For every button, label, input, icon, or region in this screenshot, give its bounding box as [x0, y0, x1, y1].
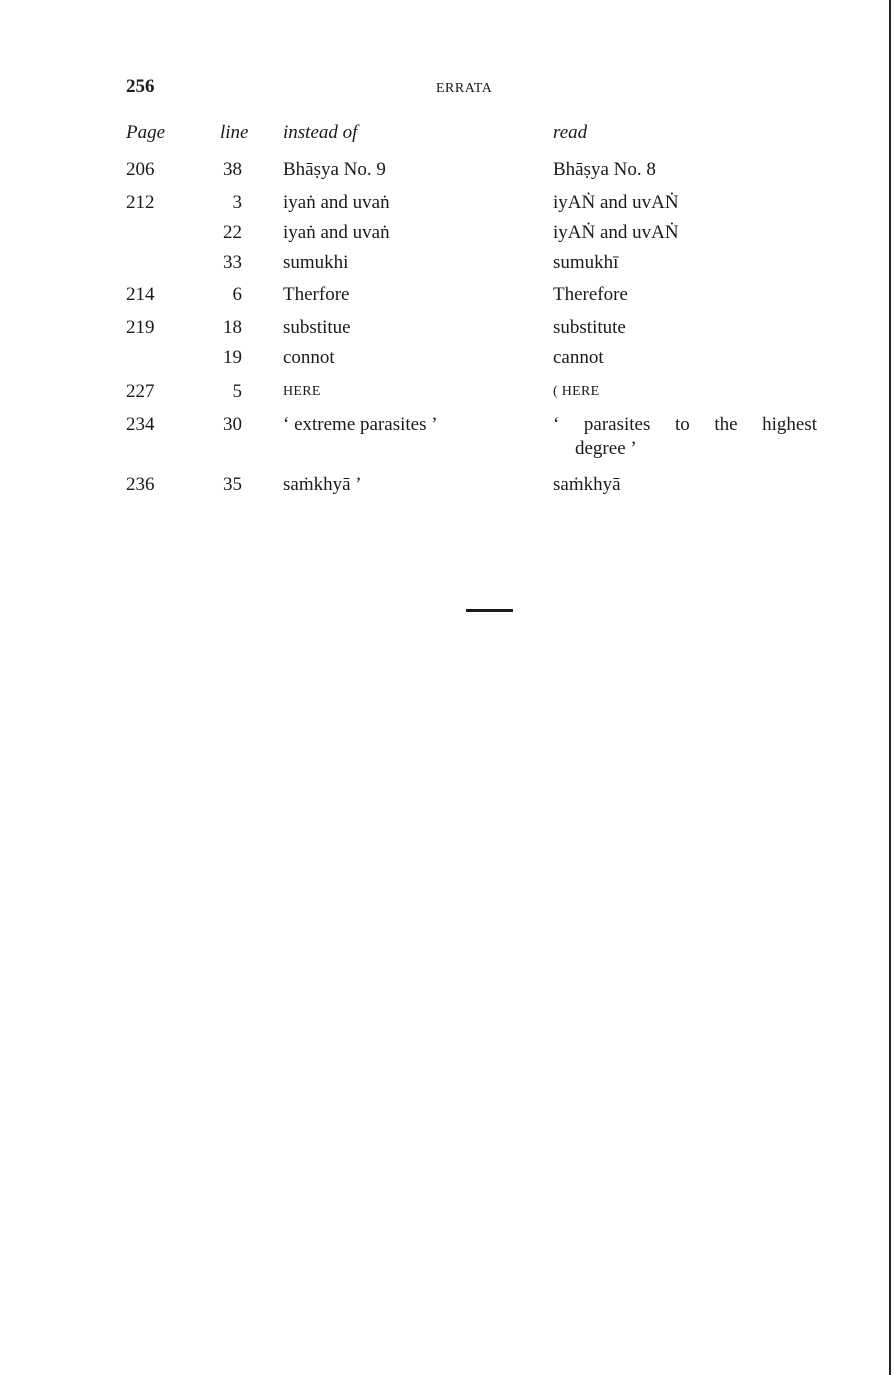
row-instead-of: iyaṅ and uvaṅ [283, 222, 390, 243]
row-line: 3 [232, 192, 242, 213]
row-line: 33 [223, 252, 242, 273]
row-read: Therefore [553, 284, 628, 305]
row-instead-of: HERE [283, 384, 321, 399]
row-page: 234 [126, 414, 155, 435]
row-page: 214 [126, 284, 155, 305]
row-read: saṁkhyā [553, 474, 621, 495]
row-instead-of: ‘ extreme parasites ’ [283, 414, 438, 435]
column-header-read: read [553, 122, 588, 143]
row-read: Bhāṣya No. 8 [553, 159, 656, 180]
row-page: 219 [126, 317, 155, 338]
running-head: ERRATA [436, 81, 493, 96]
row-read: cannot [553, 347, 604, 368]
row-line: 30 [223, 414, 242, 435]
row-instead-of: Therfore [283, 284, 350, 305]
row-line: 5 [232, 381, 242, 402]
row-instead-of: sumukhi [283, 252, 349, 273]
row-read-continuation: degree ’ [575, 438, 637, 459]
row-instead-of: saṁkhyā ’ [283, 474, 362, 495]
row-read: iyAṄ and uvAṄ [553, 192, 679, 213]
row-read: iyAṄ and uvAṄ [553, 222, 679, 243]
row-page: 212 [126, 192, 155, 213]
row-line: 19 [223, 347, 242, 368]
row-instead-of: iyaṅ and uvaṅ [283, 192, 390, 213]
row-page: 227 [126, 381, 155, 402]
row-line: 18 [223, 317, 242, 338]
row-read: sumukhī [553, 252, 619, 273]
row-line: 6 [232, 284, 242, 305]
row-page: 236 [126, 474, 155, 495]
row-line: 35 [223, 474, 242, 495]
row-read: ( HERE [553, 384, 600, 399]
row-line: 22 [223, 222, 242, 243]
row-line: 38 [223, 159, 242, 180]
row-instead-of: Bhāṣya No. 9 [283, 159, 386, 180]
end-rule [466, 609, 513, 612]
page-edge-line [889, 0, 891, 1375]
column-header-instead-of: instead of [283, 122, 358, 143]
column-header-page: Page [126, 122, 166, 143]
column-header-line: line [220, 122, 249, 143]
row-read: ‘ parasites to the highest [553, 414, 817, 435]
row-instead-of: connot [283, 347, 335, 368]
row-instead-of: substitue [283, 317, 351, 338]
row-read: substitute [553, 317, 626, 338]
row-page: 206 [126, 159, 155, 180]
page-number: 256 [126, 76, 155, 97]
